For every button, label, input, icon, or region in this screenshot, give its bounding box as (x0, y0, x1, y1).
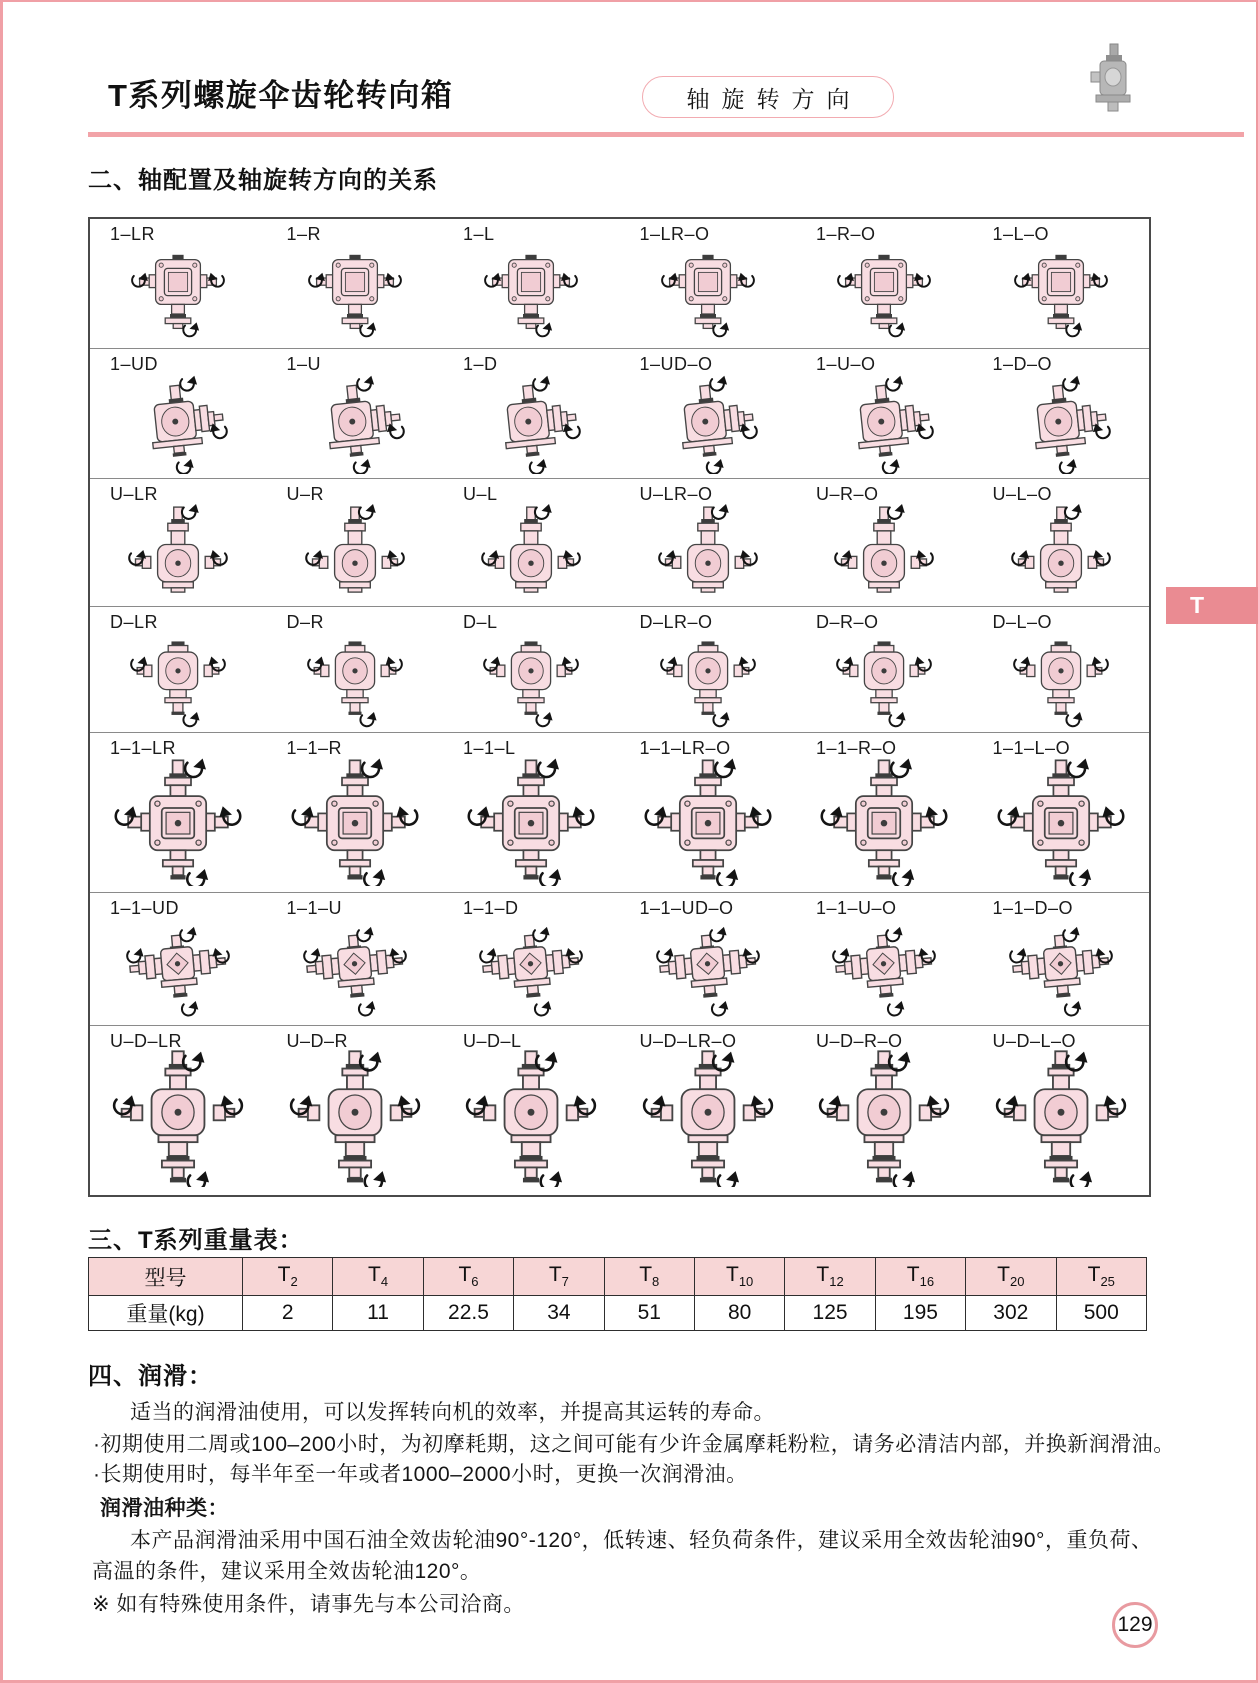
diagram-cell (796, 349, 973, 478)
weight-table-data-row (89, 1296, 1147, 1331)
diagram-cell (90, 607, 267, 732)
gearbox-diagram-icon (835, 630, 933, 728)
diagram-label: D–R (286, 612, 325, 632)
weight-cell: 34 (514, 1296, 604, 1331)
gearbox-diagram-icon (639, 1049, 777, 1187)
section-3-title: 三、T系列重量表： (88, 1227, 304, 1254)
diagram-cell (267, 733, 444, 892)
diagram-label: 1–1–L (463, 738, 516, 758)
model-header-cell: $T_7$ (514, 1258, 604, 1296)
diagram-label: U–L (463, 484, 498, 504)
diagram-row (90, 892, 1149, 1025)
page-title: T系列螺旋伞齿轮转向箱 (108, 78, 454, 113)
gearbox-diagram-icon (819, 756, 949, 886)
diagram-label: 1–UD (110, 354, 159, 374)
diagram-row (90, 219, 1149, 348)
diagram-label: D–LR (110, 612, 159, 632)
diagram-cell (267, 349, 444, 478)
diagram-label: U–R (286, 484, 325, 504)
diagram-label: 1–1–LR–O (639, 738, 731, 758)
diagram-row (90, 606, 1149, 732)
gearbox-diagram-icon (1010, 372, 1112, 474)
gearbox-diagram-icon (113, 756, 243, 886)
diagram-cell (973, 733, 1150, 892)
gearbox-diagram-icon (833, 502, 935, 604)
diagram-label: 1–1–U (286, 898, 343, 918)
gearbox-diagram-icon (466, 756, 596, 886)
diagram-cell (973, 607, 1150, 732)
diagram-cell (620, 733, 797, 892)
lubrication-intro: 适当的润滑油使用，可以发挥转向机的效率，并提高其运转的寿命。 (130, 1401, 775, 1424)
gearbox-diagram-icon (462, 1049, 600, 1187)
gearbox-diagram-icon (1008, 916, 1114, 1022)
weight-cell: 80 (694, 1296, 784, 1331)
header-divider (88, 132, 1244, 137)
diagram-label: 1–L–O (992, 224, 1050, 244)
gearbox-diagram-icon (304, 502, 406, 604)
gearbox-diagram-icon (286, 1049, 424, 1187)
gearbox-diagram-icon (836, 242, 932, 338)
diagram-label: U–D–R–O (816, 1031, 903, 1051)
gearbox-diagram-icon (831, 916, 937, 1022)
weight-cell: 500 (1056, 1296, 1146, 1331)
gearbox-diagram-icon (482, 630, 580, 728)
diagram-cell (620, 893, 797, 1025)
diagram-cell (620, 349, 797, 478)
diagram-label: 1–U (286, 354, 322, 374)
diagram-cell (267, 1026, 444, 1195)
diagram-label: 1–1–UD–O (639, 898, 734, 918)
diagram-cell (973, 893, 1150, 1025)
diagram-cell (90, 893, 267, 1025)
diagram-cell (267, 219, 444, 348)
diagram-label: 1–LR–O (639, 224, 710, 244)
diagram-cell (443, 219, 620, 348)
weight-cell: 11 (333, 1296, 423, 1331)
diagram-label: 1–1–U–O (816, 898, 897, 918)
gearbox-diagram-icon (655, 916, 761, 1022)
weight-row-label: 重量(kg) (89, 1296, 243, 1331)
diagram-label: 1–1–D–O (992, 898, 1074, 918)
diagram-label: 1–R (286, 224, 322, 244)
diagram-cell (620, 607, 797, 732)
gearbox-diagram-icon (127, 502, 229, 604)
diagram-label: U–LR–O (639, 484, 713, 504)
diagram-cell (973, 349, 1150, 478)
diagram-label: 1–U–O (816, 354, 876, 374)
diagram-label: D–L (463, 612, 498, 632)
diagram-label: 1–D (463, 354, 498, 374)
diagram-cell (973, 1026, 1150, 1195)
gearbox-diagram-icon (996, 756, 1126, 886)
weight-table-header-row (89, 1258, 1147, 1296)
diagram-label: 1–LR (110, 224, 156, 244)
gearbox-diagram-icon (302, 916, 408, 1022)
weight-cell: 22.5 (423, 1296, 513, 1331)
gearbox-diagram-icon (307, 242, 403, 338)
gearbox-diagram-icon (306, 630, 404, 728)
diagram-label: 1–L (463, 224, 495, 244)
diagram-cell (443, 893, 620, 1025)
gearbox-diagram-icon (478, 916, 584, 1022)
rotation-direction-badge: 轴旋转方向 (642, 76, 894, 118)
gearbox-diagram-icon (657, 502, 759, 604)
special-conditions-note: ※ 如有特殊使用条件，请事先与本公司洽商。 (92, 1593, 525, 1616)
gearbox-diagram-icon (480, 502, 582, 604)
gearbox-diagram-icon (815, 1049, 953, 1187)
diagram-label: U–D–L–O (992, 1031, 1077, 1051)
diagram-cell (267, 893, 444, 1025)
gearbox-diagram-icon (1012, 630, 1110, 728)
side-tab: T (1166, 587, 1258, 624)
diagram-cell (443, 607, 620, 732)
diagram-label: U–D–LR–O (639, 1031, 737, 1051)
diagram-cell (620, 479, 797, 606)
gearbox-diagram-icon (109, 1049, 247, 1187)
page-number-badge: 129 (1112, 1602, 1158, 1648)
weight-cell: 2 (243, 1296, 333, 1331)
weight-cell: 195 (875, 1296, 965, 1331)
diagram-cell (796, 893, 973, 1025)
gearbox-diagram-icon (125, 916, 231, 1022)
oil-types-title: 润滑油种类： (100, 1497, 229, 1520)
diagram-label: 1–UD–O (639, 354, 713, 374)
gearbox-diagram-icon (290, 756, 420, 886)
diagram-row (90, 478, 1149, 606)
diagram-cell (620, 1026, 797, 1195)
diagram-label: D–R–O (816, 612, 879, 632)
diagram-label: U–L–O (992, 484, 1053, 504)
model-header-cell: $T_{10}$ (694, 1258, 784, 1296)
diagram-cell (796, 607, 973, 732)
model-header-cell: $T_2$ (243, 1258, 333, 1296)
diagram-label: 1–1–R (286, 738, 343, 758)
model-header-cell: $T_{16}$ (875, 1258, 965, 1296)
weight-cell: 51 (604, 1296, 694, 1331)
diagram-cell (620, 219, 797, 348)
model-header-cell: $T_6$ (423, 1258, 513, 1296)
weight-cell: 302 (966, 1296, 1056, 1331)
weight-table (88, 1257, 1147, 1331)
diagram-label: U–R–O (816, 484, 879, 504)
gearbox-diagram-icon (659, 630, 757, 728)
diagram-row (90, 348, 1149, 478)
gearbox-diagram-icon (127, 372, 229, 474)
diagram-label: 1–1–L–O (992, 738, 1071, 758)
lubrication-bullet-2: ·长期使用时，每半年至一年或者1000–2000小时，更换一次润滑油。 (93, 1463, 748, 1486)
diagram-label: U–D–L (463, 1031, 522, 1051)
diagram-grid (88, 217, 1151, 1197)
gearbox-diagram-icon (992, 1049, 1130, 1187)
gearbox-photo-icon (1086, 42, 1140, 116)
diagram-label: 1–R–O (816, 224, 876, 244)
diagram-cell (796, 219, 973, 348)
diagram-cell (267, 479, 444, 606)
diagram-cell (796, 1026, 973, 1195)
diagram-cell (973, 479, 1150, 606)
gearbox-diagram-icon (1013, 242, 1109, 338)
model-header-cell: $T_{25}$ (1056, 1258, 1146, 1296)
diagram-label: U–LR (110, 484, 159, 504)
oil-types-line-2: 高温的条件，建议采用全效齿轮油120°。 (92, 1560, 482, 1583)
diagram-label: 1–1–LR (110, 738, 177, 758)
diagram-cell (90, 479, 267, 606)
diagram-label: 1–D–O (992, 354, 1053, 374)
diagram-cell (90, 219, 267, 348)
diagram-label: 1–1–R–O (816, 738, 897, 758)
diagram-cell (973, 219, 1150, 348)
gearbox-diagram-icon (657, 372, 759, 474)
diagram-cell (90, 1026, 267, 1195)
diagram-cell (443, 1026, 620, 1195)
gearbox-diagram-icon (660, 242, 756, 338)
model-column-header: 型号 (89, 1258, 243, 1296)
diagram-cell (443, 479, 620, 606)
gearbox-diagram-icon (304, 372, 406, 474)
section-4-title: 四、润滑： (88, 1363, 213, 1390)
weight-cell: 125 (785, 1296, 875, 1331)
diagram-cell (443, 349, 620, 478)
diagram-cell (90, 733, 267, 892)
diagram-label: U–D–R (286, 1031, 349, 1051)
gearbox-diagram-icon (480, 372, 582, 474)
diagram-cell (796, 479, 973, 606)
gearbox-diagram-icon (130, 242, 226, 338)
diagram-label: D–L–O (992, 612, 1053, 632)
diagram-label: D–LR–O (639, 612, 713, 632)
diagram-row (90, 732, 1149, 892)
model-header-cell: $T_8$ (604, 1258, 694, 1296)
gearbox-diagram-icon (833, 372, 935, 474)
gearbox-diagram-icon (1010, 502, 1112, 604)
diagram-cell (443, 733, 620, 892)
diagram-label: 1–1–UD (110, 898, 180, 918)
diagram-label: 1–1–D (463, 898, 519, 918)
diagram-row (90, 1025, 1149, 1195)
model-header-cell: $T_{20}$ (966, 1258, 1056, 1296)
lubrication-bullet-1: ·初期使用二周或100–200小时，为初摩耗期，这之间可能有少许金属摩耗粉粒，请务必清洁内部，并换新润滑油。 (93, 1433, 1175, 1456)
diagram-cell (90, 349, 267, 478)
gearbox-diagram-icon (129, 630, 227, 728)
oil-types-line-1: 本产品润滑油采用中国石油全效齿轮油90°-120°，低转速、轻负荷条件，建议采用全效齿轮油90°，重负荷、 (130, 1529, 1153, 1552)
gearbox-diagram-icon (643, 756, 773, 886)
diagram-cell (267, 607, 444, 732)
diagram-label: U–D–LR (110, 1031, 183, 1051)
model-header-cell: $T_{12}$ (785, 1258, 875, 1296)
model-header-cell: $T_4$ (333, 1258, 423, 1296)
section-2-title: 二、轴配置及轴旋转方向的关系 (88, 167, 438, 194)
diagram-cell (796, 733, 973, 892)
gearbox-diagram-icon (483, 242, 579, 338)
